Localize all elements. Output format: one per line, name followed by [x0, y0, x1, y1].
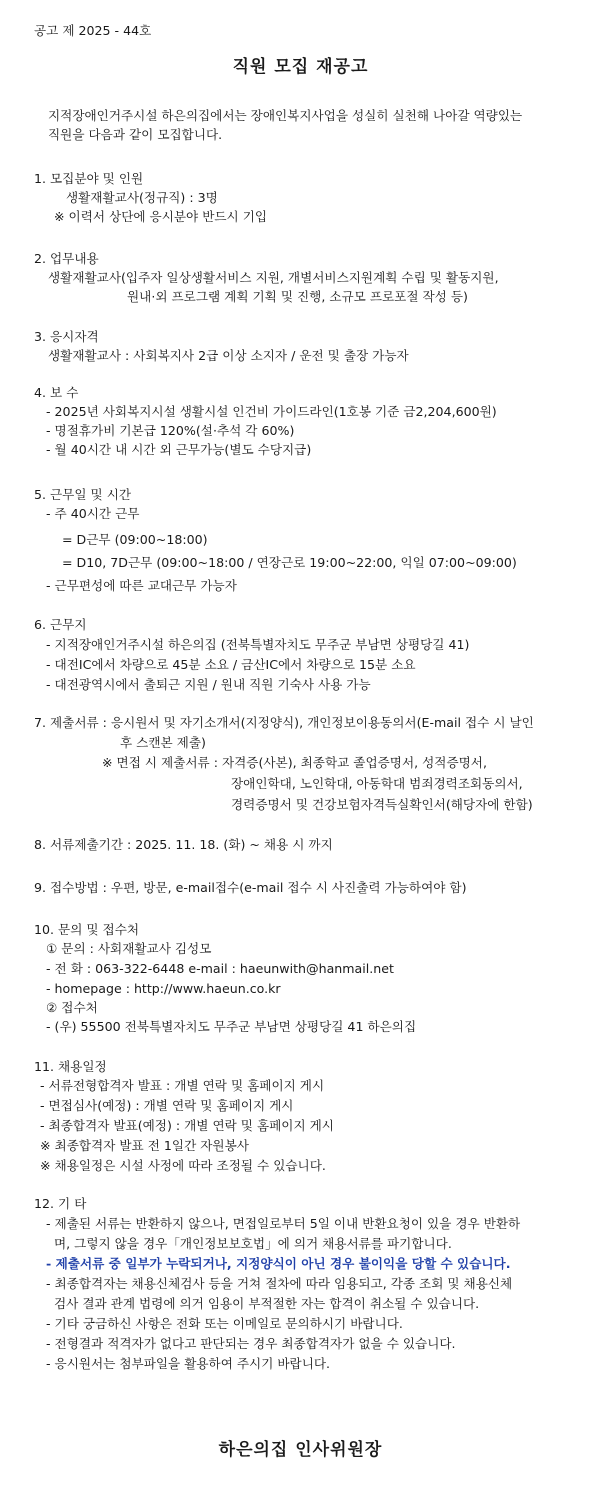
section-heading: 6. 근무지 [34, 617, 87, 632]
section-line: - 대전광역시에서 출퇴근 지원 / 원내 직원 기숙사 사용 가능 [46, 677, 371, 692]
section-line: - (우) 55500 전북특별자치도 무주군 부남면 상평당길 41 하은의집 [46, 1019, 417, 1034]
section-line: - 최종합격자 발표(예정) : 개별 연락 및 홈페이지 게시 [40, 1118, 334, 1133]
section-line: - 제출된 서류는 반환하지 않으나, 면접일로부터 5일 이내 반환요청이 있을 경우 반환하 [46, 1216, 521, 1231]
section-line: - 지적장애인거주시설 하은의집 (전북특별자치도 무주군 부남면 상평당길 41) [46, 637, 470, 652]
contact-phone-email: - 전 화 : 063-322-6448 e-mail : haeunwith@hanmail.net [46, 961, 394, 976]
notice-number: 공고 제 2025 - 44호 [34, 23, 152, 38]
section-note: ※ 최종합격자 발표 전 1일간 자원봉사 [40, 1138, 249, 1153]
section-line: - 기타 궁금하신 사항은 전화 또는 이메일로 문의하시기 바랍니다. [46, 1316, 403, 1331]
section-line: - 주 40시간 근무 [46, 506, 140, 521]
section-line: 생활재활교사(입주자 일상생활서비스 지원, 개별서비스지원계획 수립 및 활동지원, [48, 270, 499, 285]
section-heading: 5. 근무일 및 시간 [34, 487, 132, 502]
homepage-link[interactable]: - homepage : http://www.haeun.co.kr [46, 981, 281, 996]
section-note: ※ 이력서 상단에 응시분야 반드시 기입 [54, 209, 268, 224]
section-heading: 8. 서류제출기간 : 2025. 11. 18. (화) ~ 채용 시 까지 [34, 837, 333, 852]
section-line: = D10, 7D근무 (09:00~18:00 / 연장근로 19:00~22:00, 익일 07:00~09:00) [62, 555, 517, 570]
signature: 하은의집 인사위원장 [218, 1440, 383, 1460]
section-line: - 근무편성에 따른 교대근무 가능자 [46, 578, 237, 593]
page-title: 직원 모집 재공고 [232, 57, 369, 77]
section-line: ② 접수처 [46, 1000, 98, 1015]
section-line: 장애인학대, 노인학대, 아동학대 범죄경력조회동의서, [231, 776, 523, 791]
section-line: - 월 40시간 내 시간 외 근무가능(별도 수당지급) [46, 442, 312, 457]
section-line: - 면접심사(예정) : 개별 연락 및 홈페이지 게시 [40, 1098, 294, 1113]
section-note: ※ 면접 시 제출서류 : 자격증(사본), 최종학교 졸업증명서, 성적증명서, [102, 755, 487, 770]
section-line: 며, 그렇지 않을 경우「개인정보보호법」에 의거 채용서류를 파기합니다. [54, 1236, 452, 1251]
warning-line: - 제출서류 중 일부가 누락되거나, 지정양식이 아닌 경우 불이익을 당할 수 있습니다. [46, 1256, 511, 1271]
section-line: ① 문의 : 사회재활교사 김성모 [46, 941, 212, 956]
section-line: 후 스캔본 제출) [120, 735, 206, 750]
intro-line: 지적장애인거주시설 하은의집에서는 장애인복지사업을 성실히 실천해 나아갈 역량있는 [48, 108, 523, 123]
section-line: - 전형결과 적격자가 없다고 판단되는 경우 최종합격자가 없을 수 있습니다. [46, 1336, 456, 1351]
section-line: = D근무 (09:00~18:00) [62, 532, 208, 547]
section-line: - 응시원서는 첨부파일을 활용하여 주시기 바랍니다. [46, 1356, 331, 1371]
intro-line: 직원을 다음과 같이 모집합니다. [48, 127, 223, 142]
section-line: 경력증명서 및 건강보험자격득실확인서(해당자에 한함) [231, 797, 533, 812]
section-heading: 7. 제출서류 : 응시원서 및 자기소개서(지정양식), 개인정보이용동의서(E-mail 접수 시 날인 [34, 715, 534, 730]
section-line: - 최종합격자는 채용신체검사 등을 거쳐 절차에 따라 임용되고, 각종 조회 및 채용신체 [46, 1276, 513, 1291]
section-heading: 1. 모집분야 및 인원 [34, 171, 144, 186]
section-line: 생활재활교사 : 사회복지사 2급 이상 소지자 / 운전 및 출장 가능자 [48, 348, 409, 363]
section-line: - 명절휴가비 기본급 120%(설·추석 각 60%) [46, 423, 295, 438]
section-line: 검사 결과 관계 법령에 의거 임용이 부적절한 자는 합격이 취소될 수 있습니다. [54, 1296, 480, 1311]
section-heading: 9. 접수방법 : 우편, 방문, e-mail접수(e-mail 접수 시 사진출력 가능하여야 함) [34, 880, 467, 895]
section-line: - 2025년 사회복지시설 생활시설 인건비 가이드라인(1호봉 기준 금2,204,600원) [46, 404, 497, 419]
section-heading: 2. 업무내용 [34, 251, 99, 266]
section-heading: 3. 응시자격 [34, 329, 99, 344]
section-line: - 대전IC에서 차량으로 45분 소요 / 금산IC에서 차량으로 15분 소요 [46, 657, 416, 672]
section-line: - 서류전형합격자 발표 : 개별 연락 및 홈페이지 게시 [40, 1078, 325, 1093]
section-line: 생활재활교사(정규직) : 3명 [66, 190, 218, 205]
section-heading: 11. 채용일정 [34, 1059, 107, 1074]
section-heading: 4. 보 수 [34, 385, 79, 400]
section-note: ※ 채용일정은 시설 사정에 따라 조정될 수 있습니다. [40, 1158, 326, 1173]
section-line: 원내·외 프로그램 계획 기획 및 진행, 소규모 프로포절 작성 등) [127, 289, 468, 304]
section-heading: 12. 기 타 [34, 1196, 87, 1211]
section-heading: 10. 문의 및 접수처 [34, 922, 140, 937]
